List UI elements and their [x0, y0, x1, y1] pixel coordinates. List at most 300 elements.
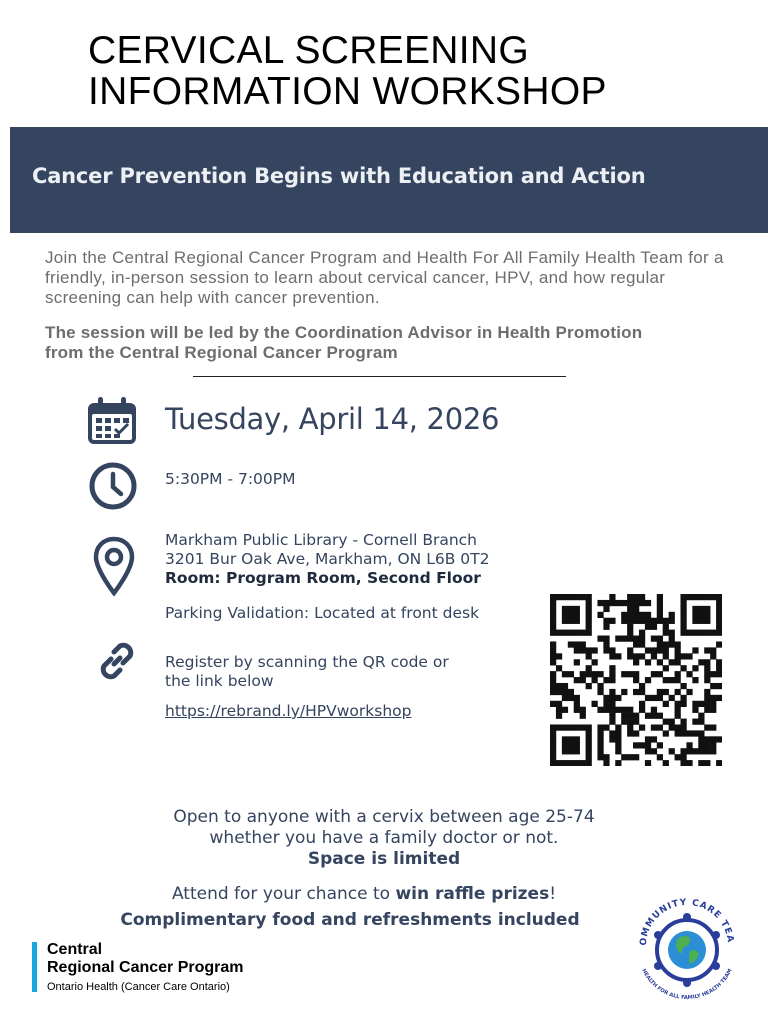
qr-module: [657, 724, 663, 730]
qr-module: [592, 647, 598, 653]
qr-module: [698, 748, 704, 754]
food-note: Complimentary food and refreshments included: [120, 910, 580, 930]
qr-module: [698, 736, 704, 742]
qr-module: [686, 594, 692, 600]
qr-module: [615, 600, 621, 606]
qr-module: [651, 671, 657, 677]
qr-module: [603, 677, 609, 683]
qr-module: [663, 630, 669, 636]
qr-module: [680, 665, 686, 671]
qr-module: [710, 742, 716, 748]
qr-module: [556, 665, 562, 671]
qr-module: [621, 689, 627, 695]
qr-module: [692, 719, 698, 725]
qr-module: [550, 683, 556, 689]
qr-module: [574, 742, 580, 748]
qr-module: [716, 760, 722, 766]
qr-module: [580, 671, 586, 677]
qr-module: [645, 695, 651, 701]
qr-module: [633, 713, 639, 719]
qr-module: [562, 630, 568, 636]
qr-module: [716, 641, 722, 647]
qr-module: [550, 641, 556, 647]
qr-module: [568, 594, 574, 600]
space-limited: Space is limited: [307, 849, 461, 869]
qr-module: [633, 600, 639, 606]
qr-module: [574, 701, 580, 707]
qr-module: [627, 713, 633, 719]
qr-module: [669, 630, 675, 636]
qr-module: [639, 636, 645, 642]
qr-module: [627, 636, 633, 642]
qr-module: [627, 724, 633, 730]
register-instructions: [165, 653, 449, 691]
qr-module: [556, 683, 562, 689]
qr-module: [651, 736, 657, 742]
qr-module: [663, 760, 669, 766]
qr-module: [698, 630, 704, 636]
qr-module: [704, 594, 710, 600]
qr-module: [574, 618, 580, 624]
qr-module: [621, 707, 627, 713]
qr-module: [704, 736, 710, 742]
qr-module: [704, 760, 710, 766]
qr-module: [609, 665, 615, 671]
qr-module: [663, 701, 669, 707]
qr-module: [669, 636, 675, 642]
organization-logo: [47, 941, 244, 995]
qr-module: [568, 630, 574, 636]
title-line-2: INFORMATION WORKSHOP: [88, 70, 607, 113]
qr-module: [568, 724, 574, 730]
community-care-team-logo: [632, 888, 742, 1006]
qr-module: [568, 641, 574, 647]
qr-module: [669, 677, 675, 683]
qr-module: [669, 641, 675, 647]
qr-module: [657, 612, 663, 618]
qr-module: [686, 653, 692, 659]
qr-module: [621, 612, 627, 618]
qr-module: [562, 683, 568, 689]
qr-module: [710, 683, 716, 689]
qr-module: [597, 612, 603, 618]
qr-module: [603, 624, 609, 630]
qr-module: [692, 606, 698, 612]
qr-module: [639, 618, 645, 624]
qr-module: [698, 719, 704, 725]
qr-module: [580, 707, 586, 713]
qr-module: [609, 653, 615, 659]
qr-module: [627, 606, 633, 612]
qr-module: [556, 630, 562, 636]
qr-module: [609, 707, 615, 713]
qr-module: [716, 630, 722, 636]
qr-module: [609, 647, 615, 653]
qr-module: [586, 600, 592, 606]
qr-code[interactable]: [550, 594, 722, 766]
qr-module: [669, 612, 675, 618]
qr-module: [597, 754, 603, 760]
qr-module: [550, 748, 556, 754]
qr-module: [615, 760, 621, 766]
qr-module: [692, 677, 698, 683]
org-accent-bar: [32, 942, 37, 992]
qr-module: [639, 724, 645, 730]
qr-module: [603, 707, 609, 713]
qr-module: [675, 641, 681, 647]
qr-module: [633, 671, 639, 677]
qr-module: [698, 594, 704, 600]
qr-module: [716, 659, 722, 665]
qr-module: [568, 612, 574, 618]
qr-module: [586, 683, 592, 689]
qr-module: [615, 724, 621, 730]
qr-module: [586, 653, 592, 659]
qr-module: [562, 612, 568, 618]
qr-module: [633, 742, 639, 748]
qr-module: [704, 612, 710, 618]
qr-module: [574, 641, 580, 647]
qr-module: [669, 695, 675, 701]
qr-module: [657, 647, 663, 653]
qr-module: [675, 754, 681, 760]
qr-module: [680, 760, 686, 766]
qr-module: [645, 742, 651, 748]
qr-module: [615, 742, 621, 748]
qr-module: [692, 707, 698, 713]
tagline-banner: [10, 127, 768, 233]
qr-module: [716, 594, 722, 600]
qr-module: [716, 606, 722, 612]
qr-module: [692, 665, 698, 671]
qr-module: [680, 653, 686, 659]
qr-module: [675, 689, 681, 695]
qr-module: [609, 677, 615, 683]
qr-module: [609, 730, 615, 736]
qr-module: [550, 730, 556, 736]
qr-module: [716, 671, 722, 677]
qr-module: [627, 754, 633, 760]
qr-module: [633, 594, 639, 600]
qr-module: [627, 594, 633, 600]
qr-module: [574, 695, 580, 701]
qr-module: [704, 630, 710, 636]
qr-module: [710, 695, 716, 701]
qr-module: [603, 760, 609, 766]
qr-module: [621, 671, 627, 677]
qr-module: [597, 730, 603, 736]
qr-module: [586, 647, 592, 653]
qr-module: [568, 695, 574, 701]
qr-module: [657, 754, 663, 760]
qr-module: [645, 600, 651, 606]
qr-module: [580, 677, 586, 683]
qr-module: [550, 742, 556, 748]
qr-module: [698, 659, 704, 665]
qr-module: [633, 636, 639, 642]
clock-icon: [88, 461, 138, 511]
location-address: 3201 Bur Oak Ave, Markham, ON L6B 0T2: [165, 550, 490, 568]
qr-module: [574, 760, 580, 766]
raffle-bold: win raffle prizes: [395, 884, 550, 904]
qr-module: [680, 618, 686, 624]
qr-module: [645, 677, 651, 683]
qr-module: [556, 724, 562, 730]
qr-module: [603, 754, 609, 760]
qr-module: [663, 689, 669, 695]
org-subtitle: Ontario Health (Cancer Care Ontario): [47, 981, 230, 993]
qr-module: [639, 594, 645, 600]
qr-module: [550, 671, 556, 677]
qr-module: [603, 701, 609, 707]
qr-module: [704, 671, 710, 677]
qr-module: [686, 671, 692, 677]
qr-module: [609, 695, 615, 701]
qr-module: [603, 636, 609, 642]
event-location: [165, 531, 489, 588]
qr-module: [615, 636, 621, 642]
qr-module: [716, 612, 722, 618]
qr-module: [627, 630, 633, 636]
qr-module: [603, 647, 609, 653]
qr-module: [615, 695, 621, 701]
qr-module: [627, 624, 633, 630]
qr-module: [639, 742, 645, 748]
qr-module: [645, 624, 651, 630]
qr-module: [550, 624, 556, 630]
qr-module: [710, 630, 716, 636]
qr-module: [597, 724, 603, 730]
org-name-line-2: Regional Cancer Program: [47, 959, 244, 976]
qr-module: [580, 713, 586, 719]
qr-module: [609, 600, 615, 606]
calendar-icon: [86, 396, 138, 446]
logo-bottom-text: HEALTH FOR ALL FAMILY HEALTH TEAM: [640, 968, 734, 1002]
qr-module: [556, 689, 562, 695]
qr-module: [586, 594, 592, 600]
qr-module: [657, 695, 663, 701]
qr-module: [639, 707, 645, 713]
qr-module: [627, 719, 633, 725]
raffle-suffix: !: [549, 884, 557, 904]
qr-module: [669, 719, 675, 725]
qr-module: [680, 695, 686, 701]
qr-module: [633, 641, 639, 647]
qr-module: [704, 659, 710, 665]
register-line-2: the link below: [165, 672, 274, 690]
qr-module: [592, 671, 598, 677]
qr-module: [627, 612, 633, 618]
qr-module: [556, 653, 562, 659]
eligibility-line-1: Open to anyone with a cervix between age 25-74: [173, 807, 595, 827]
qr-module: [669, 618, 675, 624]
parking-info: Parking Validation: Located at front desk: [165, 604, 480, 622]
qr-module: [675, 713, 681, 719]
qr-module: [550, 754, 556, 760]
qr-module: [669, 659, 675, 665]
qr-module: [597, 736, 603, 742]
qr-module: [574, 594, 580, 600]
qr-module: [692, 618, 698, 624]
session-leader-line-1: The session will be led by the Coordination Advisor in Health Promotion: [45, 323, 643, 342]
qr-module: [550, 689, 556, 695]
qr-module: [556, 707, 562, 713]
divider: [193, 376, 566, 377]
qr-module: [568, 671, 574, 677]
qr-module: [580, 641, 586, 647]
qr-module: [680, 624, 686, 630]
qr-module: [562, 724, 568, 730]
qr-module: [609, 689, 615, 695]
qr-module: [639, 701, 645, 707]
qr-module: [550, 659, 556, 665]
qr-module: [716, 695, 722, 701]
qr-module: [692, 748, 698, 754]
qr-module: [574, 606, 580, 612]
qr-module: [556, 594, 562, 600]
qr-module: [603, 600, 609, 606]
location-name: Markham Public Library - Cornell Branch: [165, 531, 477, 549]
qr-module: [603, 606, 609, 612]
qr-module: [586, 760, 592, 766]
qr-module: [680, 748, 686, 754]
registration-link[interactable]: https://rebrand.ly/HPVworkshop: [165, 702, 412, 720]
qr-module: [692, 630, 698, 636]
qr-module: [680, 612, 686, 618]
qr-module: [704, 606, 710, 612]
qr-module: [639, 689, 645, 695]
qr-module: [556, 760, 562, 766]
qr-module: [580, 594, 586, 600]
qr-module: [675, 707, 681, 713]
qr-module: [698, 701, 704, 707]
qr-module: [627, 653, 633, 659]
qr-module: [692, 701, 698, 707]
qr-module: [621, 636, 627, 642]
qr-module: [657, 671, 663, 677]
qr-module: [627, 618, 633, 624]
qr-module: [663, 647, 669, 653]
qr-module: [597, 683, 603, 689]
qr-module: [663, 653, 669, 659]
qr-module: [651, 636, 657, 642]
qr-module: [680, 683, 686, 689]
link-icon: [92, 636, 142, 686]
qr-module: [568, 742, 574, 748]
qr-module: [710, 701, 716, 707]
qr-module: [704, 724, 710, 730]
qr-module: [710, 724, 716, 730]
qr-module: [663, 624, 669, 630]
qr-module: [698, 713, 704, 719]
qr-module: [633, 689, 639, 695]
qr-module: [609, 594, 615, 600]
qr-module: [609, 736, 615, 742]
qr-module: [657, 600, 663, 606]
qr-module: [586, 742, 592, 748]
qr-module: [633, 659, 639, 665]
qr-module: [574, 612, 580, 618]
qr-module: [639, 600, 645, 606]
qr-module: [556, 713, 562, 719]
qr-module: [704, 677, 710, 683]
qr-module: [657, 594, 663, 600]
qr-module: [621, 618, 627, 624]
qr-module: [663, 719, 669, 725]
qr-module: [651, 624, 657, 630]
qr-module: [603, 618, 609, 624]
qr-module: [704, 689, 710, 695]
qr-module: [621, 600, 627, 606]
qr-module: [586, 748, 592, 754]
qr-module: [580, 630, 586, 636]
qr-module: [627, 707, 633, 713]
qr-module: [639, 630, 645, 636]
qr-module: [568, 689, 574, 695]
qr-module: [704, 665, 710, 671]
qr-module: [568, 606, 574, 612]
qr-module: [651, 653, 657, 659]
qr-module: [615, 653, 621, 659]
qr-module: [586, 671, 592, 677]
location-pin-icon: [92, 536, 136, 598]
qr-module: [633, 754, 639, 760]
qr-module: [639, 641, 645, 647]
qr-module: [615, 730, 621, 736]
qr-module: [550, 760, 556, 766]
qr-module: [645, 748, 651, 754]
qr-module: [574, 659, 580, 665]
qr-module: [586, 736, 592, 742]
qr-module: [710, 736, 716, 742]
qr-module: [568, 618, 574, 624]
qr-module: [680, 630, 686, 636]
qr-module: [562, 760, 568, 766]
eligibility-line-2: whether you have a family doctor or not.: [209, 828, 559, 848]
qr-module: [633, 730, 639, 736]
qr-module: [680, 594, 686, 600]
qr-module: [550, 594, 556, 600]
qr-module: [627, 730, 633, 736]
qr-module: [639, 683, 645, 689]
qr-module: [716, 618, 722, 624]
qr-module: [704, 701, 710, 707]
qr-module: [675, 653, 681, 659]
qr-module: [562, 606, 568, 612]
qr-module: [710, 653, 716, 659]
qr-module: [716, 600, 722, 606]
qr-module: [704, 618, 710, 624]
qr-module: [692, 647, 698, 653]
qr-module: [657, 689, 663, 695]
qr-module: [657, 713, 663, 719]
qr-module: [592, 659, 598, 665]
qr-module: [675, 724, 681, 730]
qr-module: [716, 736, 722, 742]
qr-module: [633, 719, 639, 725]
qr-module: [615, 707, 621, 713]
qr-module: [621, 713, 627, 719]
qr-module: [645, 736, 651, 742]
qr-module: [657, 742, 663, 748]
qr-module: [645, 647, 651, 653]
qr-module: [716, 683, 722, 689]
qr-module: [586, 665, 592, 671]
qr-module: [550, 653, 556, 659]
qr-module: [639, 612, 645, 618]
qr-module: [651, 724, 657, 730]
qr-module: [562, 742, 568, 748]
